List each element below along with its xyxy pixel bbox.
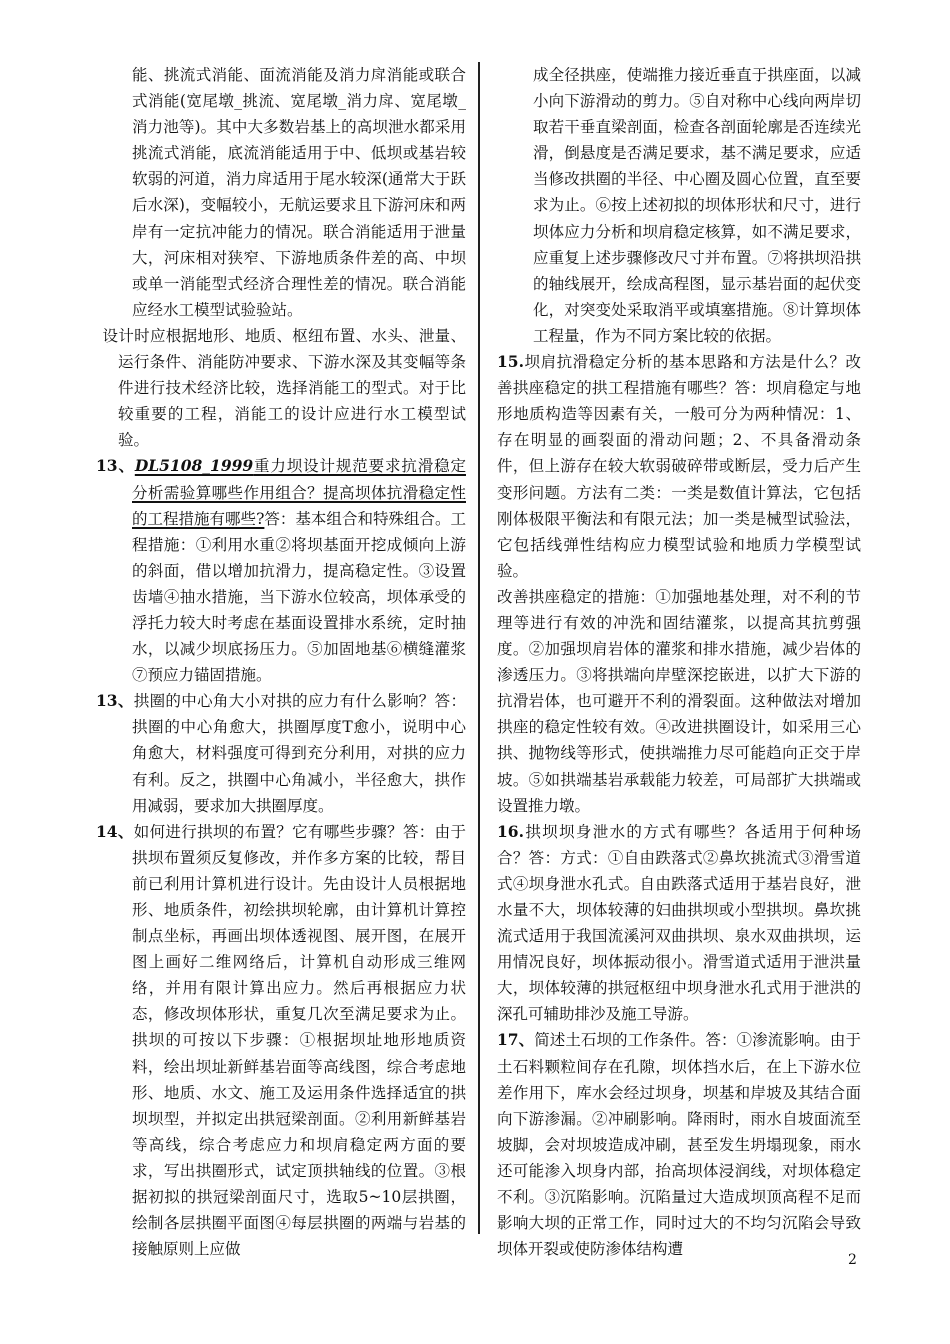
answer-text: 答：基本组合和特殊组合。工程措施：①利用水重②将坝基面开挖成倾向上游的斜面，借以增加抗滑力，提高稳定性。③设置齿墙④抽水措施，当下游水位较高，坝体承受的浮托力较大时考虑在基面设置排水系统，定时抽水，以减少坝底扬压力。⑤加固地基⑥横缝灌浆⑦预应力锚固措施。 [132,509,466,685]
question-14-arch-layout [96,819,466,1263]
question-text: 坝肩抗滑稳定分析的基本思路和方法是什么？改善拱座稳定的拱工程措施有哪些？答：坝肩稳定与地形地质构造等因素有关，一般可分为两种情况：1、存在明显的画裂面的滑动问题；2、不具备滑动条件，但上游存在较大软弱破碎带或断层，受力后产生变形问题。方法有二类：一类是数值计算法，它包括刚体极限平衡法和有限元法；加一类是械型试验法，它包括线弹性结构应力模型试验和地质力学模型试验。 [497,353,861,580]
standard-code: DL5108_1999 [134,456,254,476]
question-number: 15. [497,352,524,372]
question-text: 如何进行拱坝的布置？它有哪些步骤？答：由于拱坝布置须反复修改，并作多方案的比较，帮目前已利用计算机进行设计。先由设计人员根据地形、地质条件，初绘拱坝轮廓，由计算机计算控制点坐标，再画出坝体透视图、展开图，在展开图上画好二维网络后，计算机自动形成三维网络，并用有限计算出应力。然后再根据应力状态，修改坝体形状，重复几次至满足要求为止。拱坝的可按以下步骤：①根据坝址地形地质资料，绘出坝址新鲜基岩面等高线图，综合考虑地形、地质、水文、施工及运用条件选择适宜的拱坝坝型，并拟定出拱冠梁剖面。②利用新鲜基岩等高线，综合考虑应力和坝肩稳定两方面的要求，写出拱圈形式，试定顶拱轴线的位置。③根据初拟的拱冠梁剖面尺寸，选取5~10层拱圈，绘制各层拱圈平面图④每层拱圈的两端与岩基的接触原则上应做 [132,822,466,1259]
question-text: 拱圈的中心角大小对拱的应力有什么影响？答：拱圈的中心角愈大，拱圈厚度T愈小，说明中心角愈大，材料强度可得到充分利用，对拱的应力有利。反之，拱圈中心角减小，半径愈大，拱作用减弱，要求加大拱圈厚度。 [132,692,466,815]
question-number: 13、 [96,691,134,711]
paragraph-energy-dissipation: 能、挑流式消能、面流消能及消力戽消能或联合式消能(宽尾墩_挑流、宽尾墩_消力戽、宽尾墩_消力池等)。其中大多数岩基上的高坝泄水都采用挑流式消能，底流消能适用于中、低坝或基岩较软弱的河道，消力戽适用于尾水较深(通常大于跃后水深)，变幅较小，无航运要求且下游河床和两岸有一定抗冲能力的情况。联合消能适用于泄量大，河床相对狭窄、下游地质条件差的高、中坝或单一消能型式经济合理性差的情况。联合消能应经水工模型试验验站。 [132,66,466,319]
question-number: 14、 [96,821,134,841]
right-column [497,62,861,1262]
question-title: 重力坝设计规范要求抗滑稳定分析需验算哪些作用组合？提高坝体抗滑稳定性的工程措施有哪些? [132,457,466,528]
question-text: 简述土石坝的工作条件。答：①渗流影响。由于土石料颗粒间存在孔隙，坝体挡水后，在上下游水位差作用下，库水会经过坝身，坝基和岸坡及其结合面向下游渗漏。②冲刷影响。降雨时，雨水自坡面流至坡脚，会对坝坡造成冲刷，甚至发生坍塌现象，雨水还可能渗入坝身内部，抬高坝体浸润线，对坝体稳定不利。③沉陷影响。沉陷量过大造成坝顶高程不足而影响大坝的正常工作，同时过大的不均匀沉陷会导致坝体开裂或使防渗体结构遭 [497,1031,861,1259]
question-13-gravity-dam [96,453,466,688]
column-divider [478,62,480,1234]
paragraph-abutment-measures: 改善拱座稳定的措施：①加强地基处理，对不利的节理等进行有效的冲洗和固结灌浆，以提高其抗剪强度。②加强坝肩岩体的灌浆和排水措施，减少岩体的渗透压力。③将拱端向岸壁深挖嵌进，以扩大下游的抗滑岩体，也可避开不利的滑裂面。这种做法对增加拱座的稳定性较有效。④改进拱圈设计，如采用三心拱、抛物线等形式，使拱端推力尽可能趋向正交于岸坡。⑤如拱端基岩承载能力较差，可局部扩大拱端或设置推力墩。 [497,587,861,815]
question-number: 13、 [96,456,135,476]
question-text: 拱坝坝身泄水的方式有哪些？各适用于何种场合？答：方式：①自由跌落式②鼻坎挑流式③滑雪道式④坝身泄水孔式。自由跌落式适用于基岩良好，泄水量不大，坝体较薄的妇曲拱坝或小型拱坝。鼻坎挑流式适用于我国流溪河双曲拱坝、泉水双曲拱坝，运用情况良好，坝体振动很小。滑雪道式适用于泄洪量大，坝体较薄的拱冠枢纽中坝身泄水孔式用于泄洪的深孔可辅助排沙及施工导游。 [497,822,861,1024]
left-column [96,62,466,1262]
paragraph-design-selection: 设计时应根据地形、地质、枢纽布置、水头、泄量、运行条件、消能防冲要求、下游水深及其变幅等条件进行技术经济比较，选择消能工的型式。对于比较重要的工程，消能工的设计应进行水工模型试验。 [102,326,466,450]
question-17-earth-dam-conditions [497,1027,861,1262]
question-number: 16. [497,821,524,841]
paragraph-arch-layout-continued: 成全径拱座，使端推力接近垂直于拱座面，以减小向下游滑动的剪力。⑤自对称中心线向两岸切取若干垂直梁剖面，检查各剖面轮廓是否连续光滑，倒悬度是否满足要求，基不满足要求，应适当修改拱圈的半径、中心圈及圆心位置，直至要求为止。⑥按上述初拟的坝体形状和尺寸，进行坝体应力分析和坝肩稳定核算，如不满足要求，应重复上述步骤修改尺寸并布置。⑦将拱坝沿拱的轴线展开，绘成高程图，显示基岩面的起伏变化，对突变处采取消平或填塞措施。⑧计算坝体工程量，作为不同方案比较的依据。 [533,66,861,345]
question-16-spillway-types [497,819,861,1028]
question-13-arch-angle [96,688,466,818]
question-number: 17、 [497,1030,535,1050]
page-number: 2 [848,1252,857,1268]
question-15-abutment-stability [497,349,861,584]
